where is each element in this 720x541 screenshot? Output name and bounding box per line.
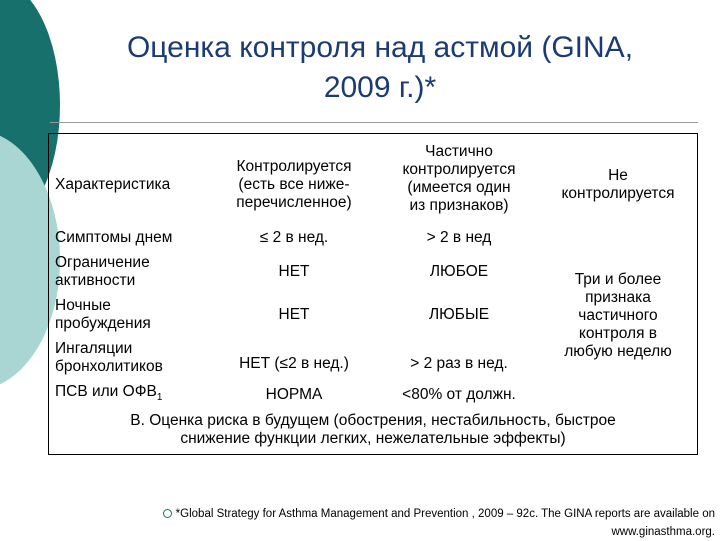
title-divider — [50, 122, 698, 123]
footnote — [100, 505, 715, 541]
row-label-line2: бронхолитиков — [55, 358, 163, 375]
risk-assessment — [49, 408, 697, 452]
row-controlled-value — [209, 295, 379, 335]
uncontrolled-line: признака — [585, 289, 651, 306]
row-label — [55, 226, 215, 250]
header-characteristic — [55, 142, 205, 228]
slide-title — [60, 28, 700, 108]
bullet-icon — [163, 509, 172, 518]
row-controlled-value — [209, 252, 379, 292]
row-label-text — [55, 383, 162, 407]
uncontrolled-line: частичного — [578, 307, 658, 324]
header-uncontrolled-line1: Не — [608, 167, 628, 184]
header-controlled-line1: Контролируется — [236, 158, 352, 175]
row-partial-text: > 2 в нед — [426, 229, 492, 246]
row-controlled-value — [209, 226, 379, 250]
row-partial-text: <80% от должн. — [402, 386, 516, 403]
row-label — [55, 338, 215, 378]
footnote-line1: *Global Strategy for Asthma Management and Prevention , 2009 – 92c. The GINA reports are available on — [175, 508, 715, 520]
header-characteristic-text: Характеристика — [55, 176, 171, 193]
row-partial-text: ЛЮБЫЕ — [428, 306, 490, 323]
row-label-text: Симптомы днем — [55, 229, 173, 246]
row-label-line2: активности — [55, 272, 136, 289]
header-uncontrolled — [539, 142, 697, 228]
row-label-subscript: 1 — [156, 392, 163, 404]
title-line-2: 2009 г.)* — [323, 71, 437, 104]
row-partial-text: ЛЮБОЕ — [429, 263, 489, 280]
header-partial — [379, 136, 539, 222]
header-partial-line2: контролируется — [402, 161, 516, 178]
row-label-main: ПСВ или ОФВ — [55, 382, 157, 400]
row-partial-value — [379, 344, 539, 384]
header-partial-line1: Частично — [425, 143, 493, 160]
title-line-1: Оценка контроля над астмой (GINA, — [126, 31, 634, 64]
row-partial-value — [379, 252, 539, 292]
row-controlled-value — [209, 344, 379, 384]
risk-line1: В. Оценка риска в будущем (обострения, нестабильность, быстрое — [130, 412, 616, 429]
row-controlled-text: НЕТ — [278, 263, 310, 280]
row-controlled-text: ≤ 2 в нед. — [259, 229, 329, 246]
risk-line2: снижение функции легких, нежелательные эффекты) — [180, 430, 566, 447]
row-label-line1: Ингаляции — [55, 340, 133, 357]
header-uncontrolled-line2: контролируется — [561, 185, 675, 202]
row-partial-value — [379, 226, 539, 250]
asthma-control-table — [48, 133, 698, 455]
row-label-line1: Ночные — [55, 297, 111, 314]
uncontrolled-line: контроля в — [578, 325, 658, 342]
row-controlled-text: НЕТ (≤2 в нед.) — [239, 355, 349, 372]
row-label — [55, 384, 215, 406]
header-controlled-line2: (есть все ниже- — [238, 176, 350, 193]
row-label — [55, 295, 215, 335]
row-partial-value — [379, 384, 539, 406]
uncontrolled-line: любую неделю — [564, 343, 672, 360]
header-controlled — [209, 142, 379, 228]
header-partial-line3: (имеется один — [407, 179, 511, 196]
row-label-line1: Ограничение — [55, 254, 150, 271]
row-controlled-text: НЕТ — [278, 306, 310, 323]
row-partial-value — [379, 295, 539, 335]
header-controlled-line3: перечисленное) — [236, 194, 352, 211]
row-label — [55, 252, 215, 292]
row-label-line2: пробуждения — [55, 315, 151, 332]
uncontrolled-criteria — [539, 252, 697, 380]
row-controlled-text: НОРМА — [265, 386, 323, 403]
header-partial-line4: из признаков) — [409, 197, 509, 214]
row-controlled-value — [209, 384, 379, 406]
row-partial-text: > 2 раз в нед. — [410, 355, 508, 372]
uncontrolled-line: Три и более — [574, 271, 662, 288]
footnote-line2: www.ginasthma.org. — [611, 526, 715, 538]
